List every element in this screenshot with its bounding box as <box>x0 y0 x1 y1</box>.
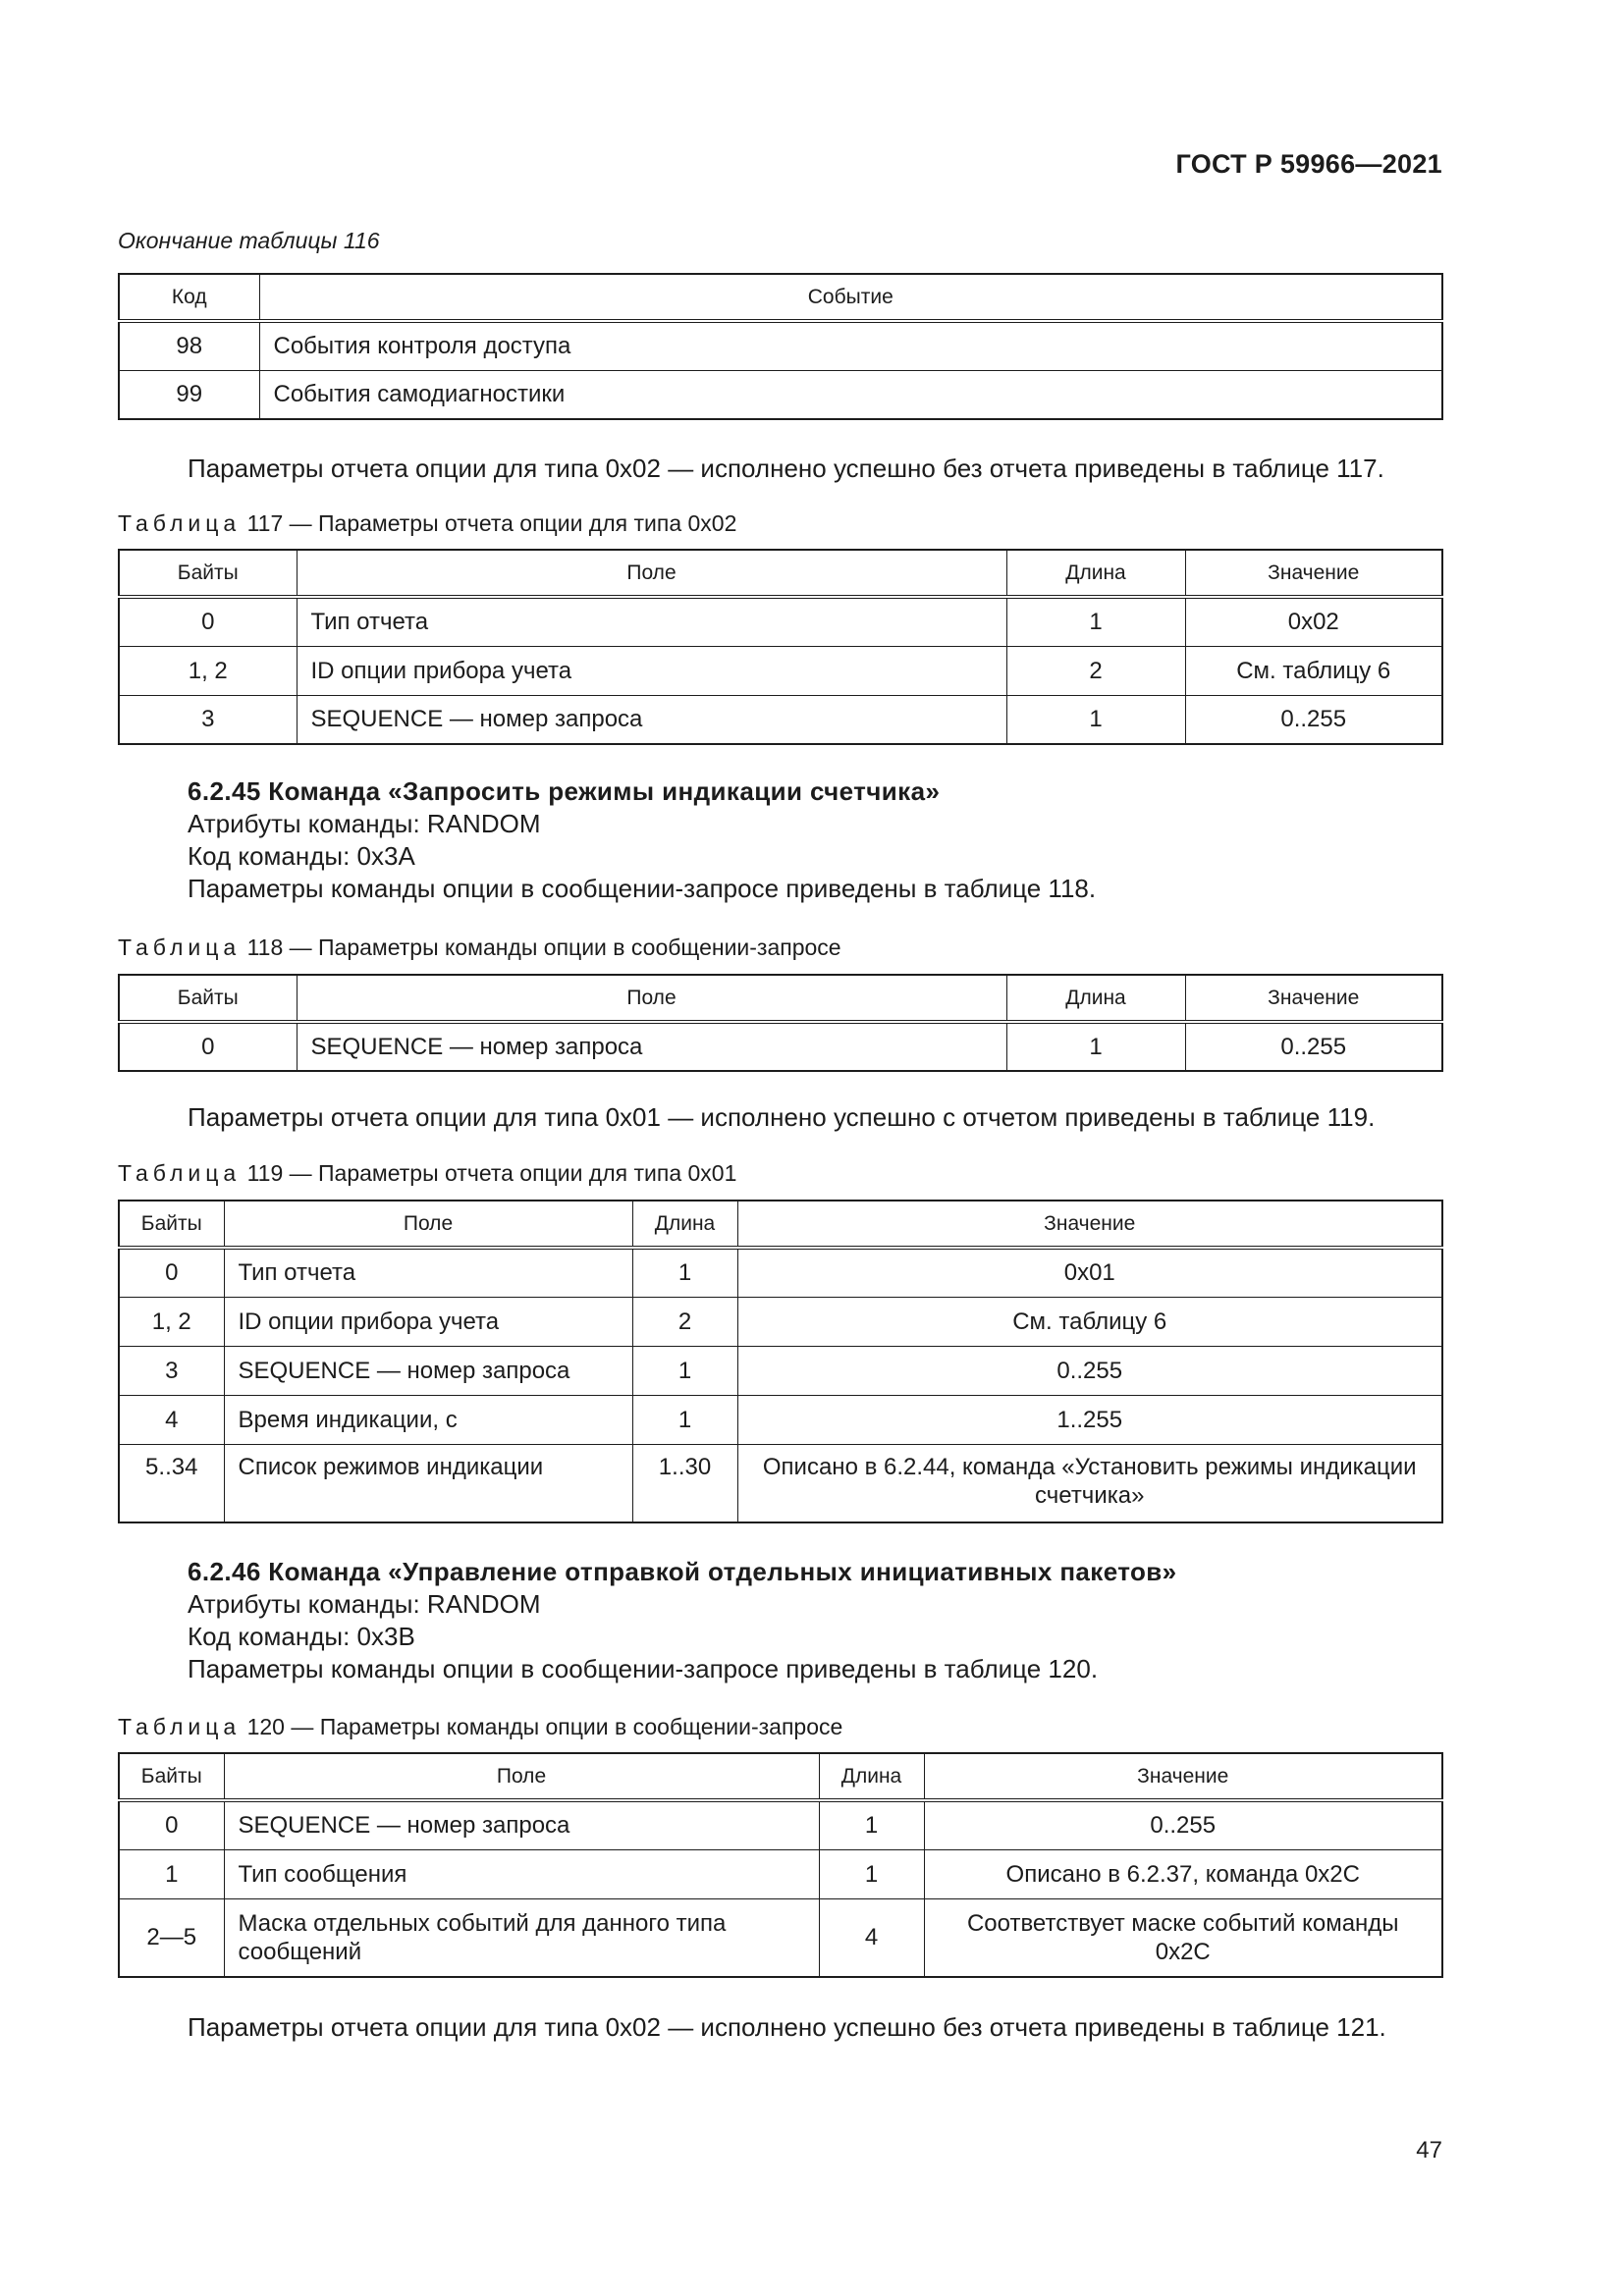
table-cell: 1 <box>119 1849 224 1898</box>
table-cell: 3 <box>119 1346 224 1395</box>
caption-text: 117 — Параметры отчета опции для типа 0x02 <box>241 510 737 536</box>
table-row <box>119 597 1442 646</box>
table-header-row <box>119 1201 1442 1248</box>
header-cell: Поле <box>224 1753 819 1800</box>
header-cell: Байты <box>119 550 297 597</box>
table-cell: Соответствует маске событий команды 0x2C <box>924 1898 1442 1977</box>
table-row <box>119 321 1442 370</box>
table-row <box>119 1248 1442 1297</box>
table-118-caption <box>118 934 841 961</box>
caption-text: 120 — Параметры команды опции в сообщении-запросе <box>241 1714 843 1739</box>
command-code: Код команды: 0x3B <box>188 1622 415 1651</box>
table-cell: Время индикации, с <box>224 1395 632 1444</box>
table-117-caption <box>118 510 736 537</box>
table-cell: SEQUENCE — номер запроса <box>297 695 1006 744</box>
table-row <box>119 1346 1442 1395</box>
header-cell: Длина <box>632 1201 737 1248</box>
table-cell: События самодиагностики <box>259 370 1442 419</box>
table-cell: 0 <box>119 1022 297 1071</box>
header-cell: Значение <box>737 1201 1442 1248</box>
table-cell: См. таблицу 6 <box>1185 646 1442 695</box>
header-cell: Байты <box>119 1753 224 1800</box>
table-cell: 4 <box>119 1395 224 1444</box>
table-cell: 0x02 <box>1185 597 1442 646</box>
table-cell: 1 <box>1006 597 1185 646</box>
table-cell: 4 <box>819 1898 924 1977</box>
table-cell: 0..255 <box>1185 695 1442 744</box>
table-cell: 0 <box>119 597 297 646</box>
header-cell: Код <box>119 274 259 321</box>
table-cell: Описано в 6.2.37, команда 0x2C <box>924 1849 1442 1898</box>
table-header-row <box>119 1753 1442 1800</box>
table-cell: 1..30 <box>632 1444 737 1522</box>
page-number: 47 <box>1416 2137 1442 2163</box>
table-118 <box>118 974 1443 1072</box>
table-row <box>119 370 1442 419</box>
table-cell: 0 <box>119 1248 224 1297</box>
table-120 <box>118 1752 1443 1978</box>
table-cell: ID опции прибора учета <box>224 1297 632 1346</box>
command-params-text: Параметры команды опции в сообщении-запросе приведены в таблице 120. <box>188 1654 1099 1683</box>
caption-text: 118 — Параметры команды опции в сообщении-запросе <box>241 934 841 960</box>
header-cell: Байты <box>119 975 297 1022</box>
table-cell: ID опции прибора учета <box>297 646 1006 695</box>
caption-text: 119 — Параметры отчета опции для типа 0x01 <box>241 1160 737 1186</box>
table-cell: 1 <box>632 1395 737 1444</box>
table-cell: Маска отдельных событий для данного типа сообщений <box>224 1898 819 1977</box>
table-row <box>119 1849 1442 1898</box>
command-code: Код команды: 0x3A <box>188 841 415 871</box>
table-cell: 1..255 <box>737 1395 1442 1444</box>
header-cell: Поле <box>224 1201 632 1248</box>
section-6-2-45 <box>188 775 1096 905</box>
caption-word: Таблица <box>118 510 242 536</box>
table-row <box>119 1395 1442 1444</box>
command-attributes: Атрибуты команды: RANDOM <box>188 1589 541 1619</box>
table-cell: Тип отчета <box>297 597 1006 646</box>
paragraph-table-121-ref: Параметры отчета опции для типа 0x02 — исполнено успешно без отчета приведены в таблице 121. <box>188 2012 1386 2042</box>
table-row <box>119 1297 1442 1346</box>
table-cell: Список режимов индикации <box>224 1444 632 1522</box>
paragraph-table-119-ref: Параметры отчета опции для типа 0x01 — исполнено успешно с отчетом приведены в таблице 119. <box>188 1102 1376 1132</box>
table-row <box>119 695 1442 744</box>
table-cell: 0..255 <box>1185 1022 1442 1071</box>
table-116 <box>118 273 1443 420</box>
document-header: ГОСТ Р 59966—2021 <box>1175 149 1442 179</box>
table-cell: События контроля доступа <box>259 321 1442 370</box>
table-cell: 1 <box>819 1849 924 1898</box>
table-cell: 2 <box>1006 646 1185 695</box>
table-cell: 0x01 <box>737 1248 1442 1297</box>
header-cell: Длина <box>819 1753 924 1800</box>
caption-word: Таблица <box>118 934 242 960</box>
caption-word: Таблица <box>118 1714 242 1739</box>
table-cell: 1 <box>632 1248 737 1297</box>
table-119 <box>118 1200 1443 1523</box>
table-cell: 1 <box>1006 1022 1185 1071</box>
header-cell: Длина <box>1006 550 1185 597</box>
table-cell: 0..255 <box>924 1800 1442 1849</box>
header-cell: Байты <box>119 1201 224 1248</box>
table-cell: 1 <box>819 1800 924 1849</box>
table-header-row <box>119 274 1442 321</box>
table-117 <box>118 549 1443 745</box>
table-cell: 99 <box>119 370 259 419</box>
table-cell: SEQUENCE — номер запроса <box>224 1346 632 1395</box>
table-cell: 2 <box>632 1297 737 1346</box>
table-cell: Описано в 6.2.44, команда «Установить режимы индикации счетчика» <box>737 1444 1442 1522</box>
table-cell: См. таблицу 6 <box>737 1297 1442 1346</box>
table-row <box>119 1898 1442 1977</box>
table-row <box>119 1444 1442 1522</box>
table-cell: 1 <box>1006 695 1185 744</box>
section-6-2-46 <box>188 1556 1177 1685</box>
table-cell: 5..34 <box>119 1444 224 1522</box>
section-title: 6.2.45 Команда «Запросить режимы индикации счетчика» <box>188 776 941 806</box>
table-cell: 1 <box>632 1346 737 1395</box>
table-cell: Тип сообщения <box>224 1849 819 1898</box>
paragraph-table-117-ref: Параметры отчета опции для типа 0x02 — исполнено успешно без отчета приведены в таблице 117. <box>188 454 1384 483</box>
table-row <box>119 646 1442 695</box>
header-cell: Значение <box>924 1753 1442 1800</box>
command-attributes: Атрибуты команды: RANDOM <box>188 809 541 838</box>
table-cell: SEQUENCE — номер запроса <box>297 1022 1006 1071</box>
table-header-row <box>119 550 1442 597</box>
table-row <box>119 1800 1442 1849</box>
table-row <box>119 1022 1442 1071</box>
table-cell: 1, 2 <box>119 646 297 695</box>
header-cell: Длина <box>1006 975 1185 1022</box>
table-cell: Тип отчета <box>224 1248 632 1297</box>
table-119-caption <box>118 1160 736 1187</box>
table-cell: SEQUENCE — номер запроса <box>224 1800 819 1849</box>
table-cell: 1, 2 <box>119 1297 224 1346</box>
table-continuation-caption: Окончание таблицы 116 <box>118 228 380 253</box>
header-cell: Значение <box>1185 975 1442 1022</box>
header-cell: Поле <box>297 975 1006 1022</box>
section-title: 6.2.46 Команда «Управление отправкой отдельных инициативных пакетов» <box>188 1557 1177 1586</box>
table-cell: 2—5 <box>119 1898 224 1977</box>
header-cell: Поле <box>297 550 1006 597</box>
table-header-row <box>119 975 1442 1022</box>
table-cell: 0 <box>119 1800 224 1849</box>
caption-word: Таблица <box>118 1160 242 1186</box>
table-120-caption <box>118 1714 842 1740</box>
table-cell: 0..255 <box>737 1346 1442 1395</box>
table-cell: 98 <box>119 321 259 370</box>
header-cell: Событие <box>259 274 1442 321</box>
header-cell: Значение <box>1185 550 1442 597</box>
command-params-text: Параметры команды опции в сообщении-запросе приведены в таблице 118. <box>188 874 1097 903</box>
table-cell: 3 <box>119 695 297 744</box>
